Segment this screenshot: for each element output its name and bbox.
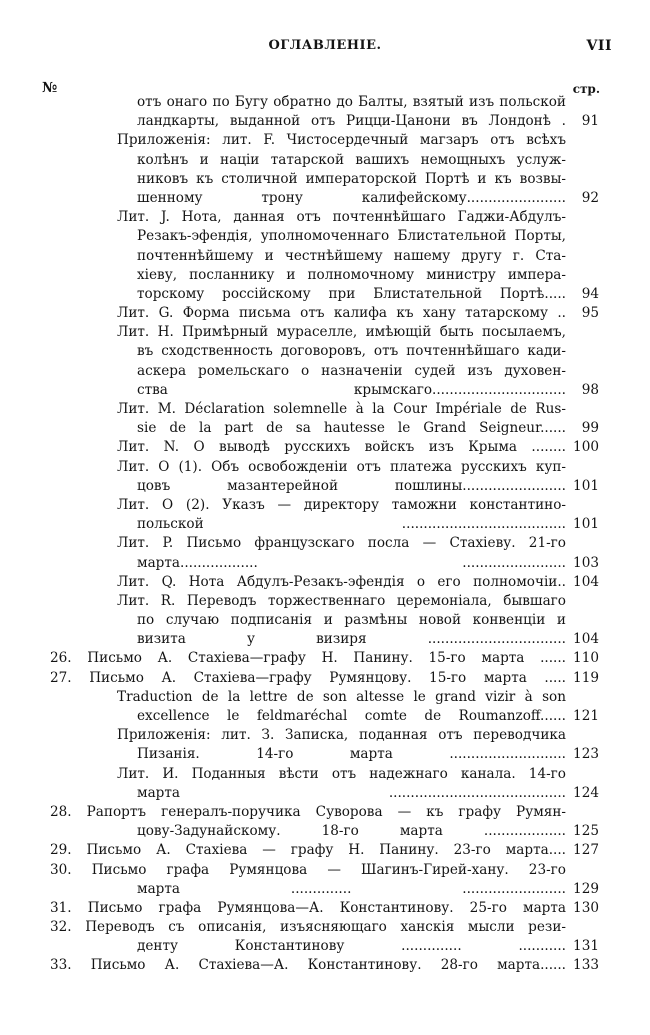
toc-line — [0, 630, 650, 649]
toc-page-number: 101 — [573, 516, 599, 533]
toc-line-text: 30. Письмо графа Румянцова — Шагинъ-Гирей-хану. 23-го — [50, 861, 566, 878]
toc-page-number: 110 — [573, 650, 599, 667]
toc-page-number: 103 — [573, 554, 599, 571]
toc-entry — [0, 496, 650, 534]
toc-entry — [0, 765, 650, 803]
toc-line-text: 27. Письмо А. Стахіева—графу Румянцову. 15-го марта ..... — [50, 669, 566, 686]
toc-line-text: ства крымскаго............................... — [137, 381, 566, 398]
toc-entry — [0, 861, 650, 899]
toc-line-text: марта.................. ........................ — [137, 554, 566, 571]
toc-entry — [0, 669, 650, 688]
running-title: ОГЛАВЛЕНІЕ. — [268, 38, 382, 53]
toc-page-number: 104 — [573, 631, 599, 648]
toc-line-text: Приложенія: лит. F. Чистосердечный магзаръ отъ всѣхъ — [117, 132, 566, 149]
toc-line-text: excellence le feldmaréchal comte de Roumanzoff...... — [137, 708, 566, 724]
toc-line — [0, 861, 650, 880]
toc-line — [0, 956, 650, 975]
toc-line-text: Лит. P. Письмо французскаго посла — Стахіеву. 21-го — [117, 535, 566, 552]
toc-entry — [0, 726, 650, 764]
toc-line-text: Лит. Q. Нота Абдулъ-Резакъ-эфендія о его полномочіи.. — [117, 573, 566, 590]
toc-line-text: хіеву, посланнику и полномочному министру импера- — [137, 266, 566, 283]
toc-page-number: 94 — [581, 285, 599, 302]
toc-page-number: 119 — [573, 669, 599, 686]
toc-entry — [0, 803, 650, 841]
toc-line-text: sie de la part de sa hautesse le Grand Seigneur...... — [137, 420, 566, 437]
toc-entry — [0, 534, 650, 572]
toc-page-number: 130 — [573, 899, 599, 916]
toc-line — [0, 285, 650, 304]
toc-page-number: 131 — [573, 938, 599, 955]
toc-page-number: 101 — [573, 477, 599, 494]
table-of-contents — [0, 93, 650, 976]
toc-line — [0, 649, 650, 668]
toc-line — [0, 784, 650, 803]
page-number-roman: VII — [586, 38, 612, 54]
toc-line-text: Лит. J. Нота, данная отъ почтеннѣйшаго Гаджи-Абдулъ- — [117, 209, 566, 226]
toc-line — [0, 362, 650, 381]
toc-entry — [0, 400, 650, 438]
toc-entry — [0, 208, 650, 304]
toc-page-number: 123 — [573, 746, 599, 763]
toc-entry — [0, 592, 650, 650]
toc-line — [0, 688, 650, 707]
toc-line-text: цовъ мазантерейной пошлины........................ — [137, 477, 566, 494]
toc-line — [0, 381, 650, 400]
toc-line — [0, 304, 650, 323]
toc-line-text: Лит. И. Поданныя вѣсти отъ надежнаго канала. 14-го — [117, 765, 566, 782]
toc-line — [0, 937, 650, 956]
toc-line — [0, 515, 650, 534]
toc-line — [0, 419, 650, 438]
toc-line — [0, 918, 650, 937]
toc-line-text: Лит. O (1). Объ освобожденіи отъ платежа русскихъ куп- — [117, 458, 566, 475]
toc-page-number: 95 — [581, 305, 599, 322]
toc-line-text: Лит. M. Déclaration solemnelle à la Cour Impériale de Rus- — [117, 401, 566, 417]
toc-line — [0, 534, 650, 553]
toc-page-number: 124 — [573, 784, 599, 801]
toc-line — [0, 112, 650, 131]
toc-line — [0, 611, 650, 630]
toc-entry — [0, 841, 650, 860]
toc-line — [0, 266, 650, 285]
toc-line-text: 26. Письмо А. Стахіева—графу Н. Панину. 15-го марта ...... — [50, 650, 566, 667]
toc-line-text: Пизанія. 14-го марта ........................... — [137, 746, 566, 763]
toc-line — [0, 151, 650, 170]
toc-line-text: отъ онаго по Бугу обратно до Балты, взятый изъ польской — [137, 94, 566, 110]
toc-line — [0, 899, 650, 918]
toc-line — [0, 93, 650, 112]
toc-page-number: 92 — [581, 189, 599, 206]
toc-line — [0, 247, 650, 266]
toc-page-number: 104 — [573, 573, 599, 590]
toc-entry — [0, 93, 650, 131]
toc-page-number: 127 — [573, 842, 599, 859]
toc-page-number: 125 — [573, 823, 599, 840]
toc-line-text: Приложенія: лит. З. Записка, поданная отъ переводчика — [117, 727, 566, 744]
toc-entry — [0, 899, 650, 918]
toc-line — [0, 745, 650, 764]
toc-line-text: въ сходственность договоровъ, отъ почтеннѣйшаго кади- — [137, 343, 566, 360]
toc-line — [0, 170, 650, 189]
toc-line-text: Лит. G. Форма письма отъ калифа къ хану татарскому .. — [117, 305, 566, 322]
toc-line-text: Traduction de la lettre de son altesse le grand vizir à son — [117, 688, 566, 705]
toc-line — [0, 208, 650, 227]
toc-line-text: аскера ромельскаго о назначеніи судей изъ духовен- — [137, 362, 566, 379]
toc-line-text: 29. Письмо А. Стахіева — графу Н. Панину. 23-го марта.... — [50, 842, 566, 859]
toc-line — [0, 400, 650, 419]
toc-line — [0, 554, 650, 573]
toc-line-text: 31. Письмо графа Румянцова—А. Константинову. 25-го марта — [50, 899, 566, 916]
toc-line-text: цову-Задунайскому. 18-го марта ................... — [137, 823, 566, 840]
toc-page-number: 133 — [573, 957, 599, 974]
toc-entry — [0, 918, 650, 956]
toc-line-text: колѣнъ и націи татарской вашихъ немощныхъ услуж- — [137, 151, 566, 168]
toc-page-number: 100 — [573, 439, 599, 456]
toc-entry — [0, 573, 650, 592]
toc-line-text: 32. Переводъ съ описанія, изъясняющаго ханскія мысли рези- — [50, 919, 566, 936]
number-column-heading: № — [42, 80, 58, 96]
toc-page-number: 99 — [581, 420, 599, 437]
toc-line-text: марта ......................................... — [137, 784, 566, 801]
toc-entry — [0, 438, 650, 457]
toc-line-text: польской ...................................... — [137, 516, 566, 533]
toc-line — [0, 573, 650, 592]
toc-page-number: 91 — [581, 113, 599, 130]
toc-line-text: шенному трону калифейскому....................... — [137, 189, 566, 206]
toc-line — [0, 342, 650, 361]
toc-line-text: Лит. N. О выводѣ русскихъ войскъ изъ Крыма ........ — [117, 439, 566, 456]
toc-line-text: торскому россійскому при Блистательной Портѣ..... — [137, 285, 566, 302]
toc-line — [0, 707, 650, 726]
toc-line-text: Лит. R. Переводъ торжественнаго церемоніала, бывшаго — [117, 592, 566, 609]
page-column-heading: стр. — [572, 82, 600, 96]
toc-entry — [0, 649, 650, 668]
toc-line — [0, 477, 650, 496]
toc-page-number: 98 — [581, 381, 599, 398]
toc-line — [0, 803, 650, 822]
toc-line — [0, 458, 650, 477]
toc-line-text: марта .............. ........................ — [137, 880, 566, 897]
toc-page-number: 121 — [573, 708, 599, 724]
toc-line-text: 33. Письмо А. Стахіева—А. Константинову. 28-го марта...... — [50, 957, 566, 974]
toc-line-text: визита у визиря ................................ — [137, 631, 566, 648]
toc-line-text: ландкарты, выданной отъ Рицци-Цанони въ Лондонѣ . — [137, 113, 566, 130]
toc-entry — [0, 304, 650, 323]
toc-page-number: 129 — [573, 880, 599, 897]
toc-line-text: Лит. O (2). Указъ — директору таможни константино- — [117, 496, 566, 513]
toc-line-text: Резакъ-эфендія, уполномоченнаго Блистательной Порты, — [137, 228, 566, 245]
toc-line — [0, 438, 650, 457]
toc-entry — [0, 458, 650, 496]
toc-line — [0, 880, 650, 899]
toc-line — [0, 496, 650, 515]
toc-line — [0, 323, 650, 342]
toc-entry — [0, 688, 650, 726]
toc-line — [0, 765, 650, 784]
toc-line-text: Лит. H. Примѣрный мураселле, имѣющій быть посылаемъ, — [117, 324, 566, 341]
toc-entry — [0, 131, 650, 208]
toc-line-text: почтеннѣйшему и честнѣйшему нашему другу г. Ста- — [137, 247, 566, 264]
toc-line — [0, 131, 650, 150]
toc-line-text: 28. Рапортъ генералъ-поручика Суворова — къ графу Румян- — [50, 803, 566, 820]
toc-line — [0, 822, 650, 841]
toc-line — [0, 189, 650, 208]
toc-line — [0, 227, 650, 246]
toc-line-text: по случаю подписанія и размѣны новой конвенціи и — [137, 612, 566, 629]
toc-entry — [0, 956, 650, 975]
toc-entry — [0, 323, 650, 400]
toc-line — [0, 841, 650, 860]
toc-line-text: никовъ къ столичной императорской Портѣ и къ возвы- — [137, 170, 566, 187]
toc-line — [0, 669, 650, 688]
toc-line — [0, 592, 650, 611]
toc-line — [0, 726, 650, 745]
toc-line-text: денту Константинову .............. ........... — [137, 938, 566, 955]
